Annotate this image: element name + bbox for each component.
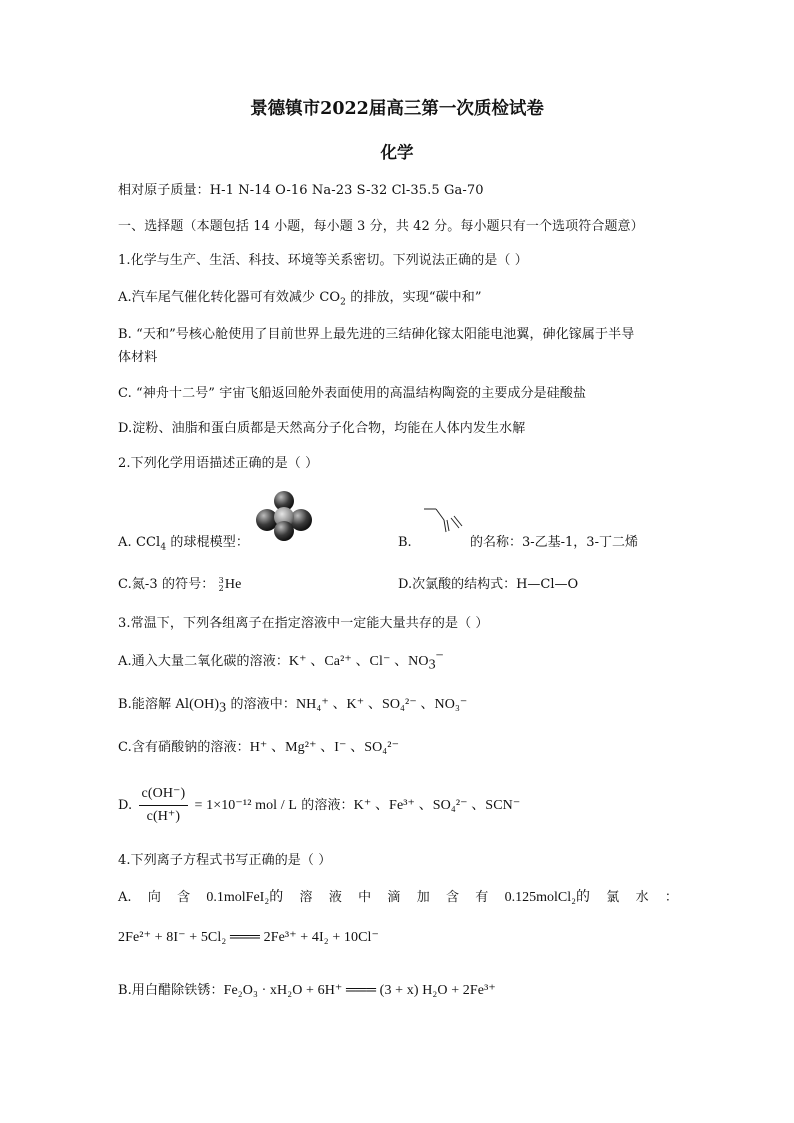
question-2-option-c: C.氮-3 的符号： 3 2 He: [118, 575, 242, 593]
exam-title: 景德镇市2022届高三第一次质检试卷: [250, 99, 544, 119]
question-4-stem: 4.下列离子方程式书写正确的是（ ）: [118, 853, 332, 868]
question-2-option-a: A. CCl$_4$ 的球棍模型：: [118, 535, 249, 553]
question-1-option-c: C. “神舟十二号” 宇宙飞船返回舱外表面使用的高温结构陶瓷的主要成分是硅酸盐: [118, 386, 587, 401]
question-3-option-d: D. $\frac{c(OH^-)}{c(H^+)}$ = 1×10⁻¹² mol / L 的溶液：K⁺ 、Fe³⁺ 、SO₄²⁻ 、SCN⁻: [118, 784, 520, 827]
subject-title: 化学: [380, 143, 414, 162]
question-3-stem: 3.常温下，下列各组离子在指定溶液中一定能大量共存的是（ ）: [118, 616, 489, 631]
question-3-option-c: C.含有硝酸钠的溶液：H⁺ 、Mg²⁺ 、I⁻ 、SO₄²⁻: [118, 740, 400, 755]
atomic-masses: 相对原子质量：H-1 N-14 O-16 Na-23 S-32 Cl-35.5 Ga-70: [118, 183, 484, 198]
question-2-option-d: D.次氯酸的结构式：H—Cl—O: [398, 577, 579, 592]
question-3-option-b: B.能溶解 $Al(OH)_3$ 的溶液中：NH₄⁺ 、K⁺ 、SO₄²⁻ 、NO₃⁻: [118, 697, 468, 716]
concentration-ratio: $\frac{c(OH^-)}{c(H^+)}$: [139, 784, 189, 827]
question-1-option-d: D.淀粉、油脂和蛋白质都是天然高分子化合物，均能在人体内发生水解: [118, 421, 526, 436]
question-4-option-b: B.用白醋除铁锈：Fe₂O₃ · xH₂O + 6H⁺ ═══ (3 + x) H₂O + 2Fe³⁺: [118, 983, 496, 998]
skeletal-formula-image: [418, 500, 470, 542]
ccl4-ball-model-image: [255, 490, 313, 542]
question-1-option-b-line2: 体材料: [118, 350, 158, 365]
question-4-option-a-equation: 2Fe²⁺ + 8I⁻ + 5Cl₂ ═══ 2Fe³⁺ + 4I₂ + 10Cl⁻: [118, 930, 380, 945]
question-2-option-b: B. 的名称：3-乙基-1，3-丁二烯: [398, 535, 638, 550]
question-1-stem: 1.化学与生产、生活、科技、环境等关系密切。下列说法正确的是（ ）: [118, 253, 528, 268]
question-1-option-b-line1: B. “天和”号核心舱使用了目前世界上最先进的三结砷化镓太阳能电池翼，砷化镓属于半导: [118, 327, 635, 342]
question-2-stem: 2.下列化学用语描述正确的是（ ）: [118, 456, 319, 471]
question-4-option-a: A. 向 含 0.1molFeI₂的 溶 液 中 滴 加 含 有 0.125molCl₂的 氯 水 ：: [118, 890, 678, 905]
question-3-option-a: A.通入大量二氧化碳的溶液：K⁺ 、Ca²⁺ 、Cl⁻ 、$NO_3^-$: [118, 648, 444, 673]
section-heading: 一、选择题（本题包括 14 小题，每小题 3 分，共 42 分。每小题只有一个选项符合题意）: [118, 219, 644, 234]
question-1-option-a: A.汽车尾气催化转化器可有效减少 $CO_2$ 的排放，实现“碳中和”: [118, 290, 482, 308]
